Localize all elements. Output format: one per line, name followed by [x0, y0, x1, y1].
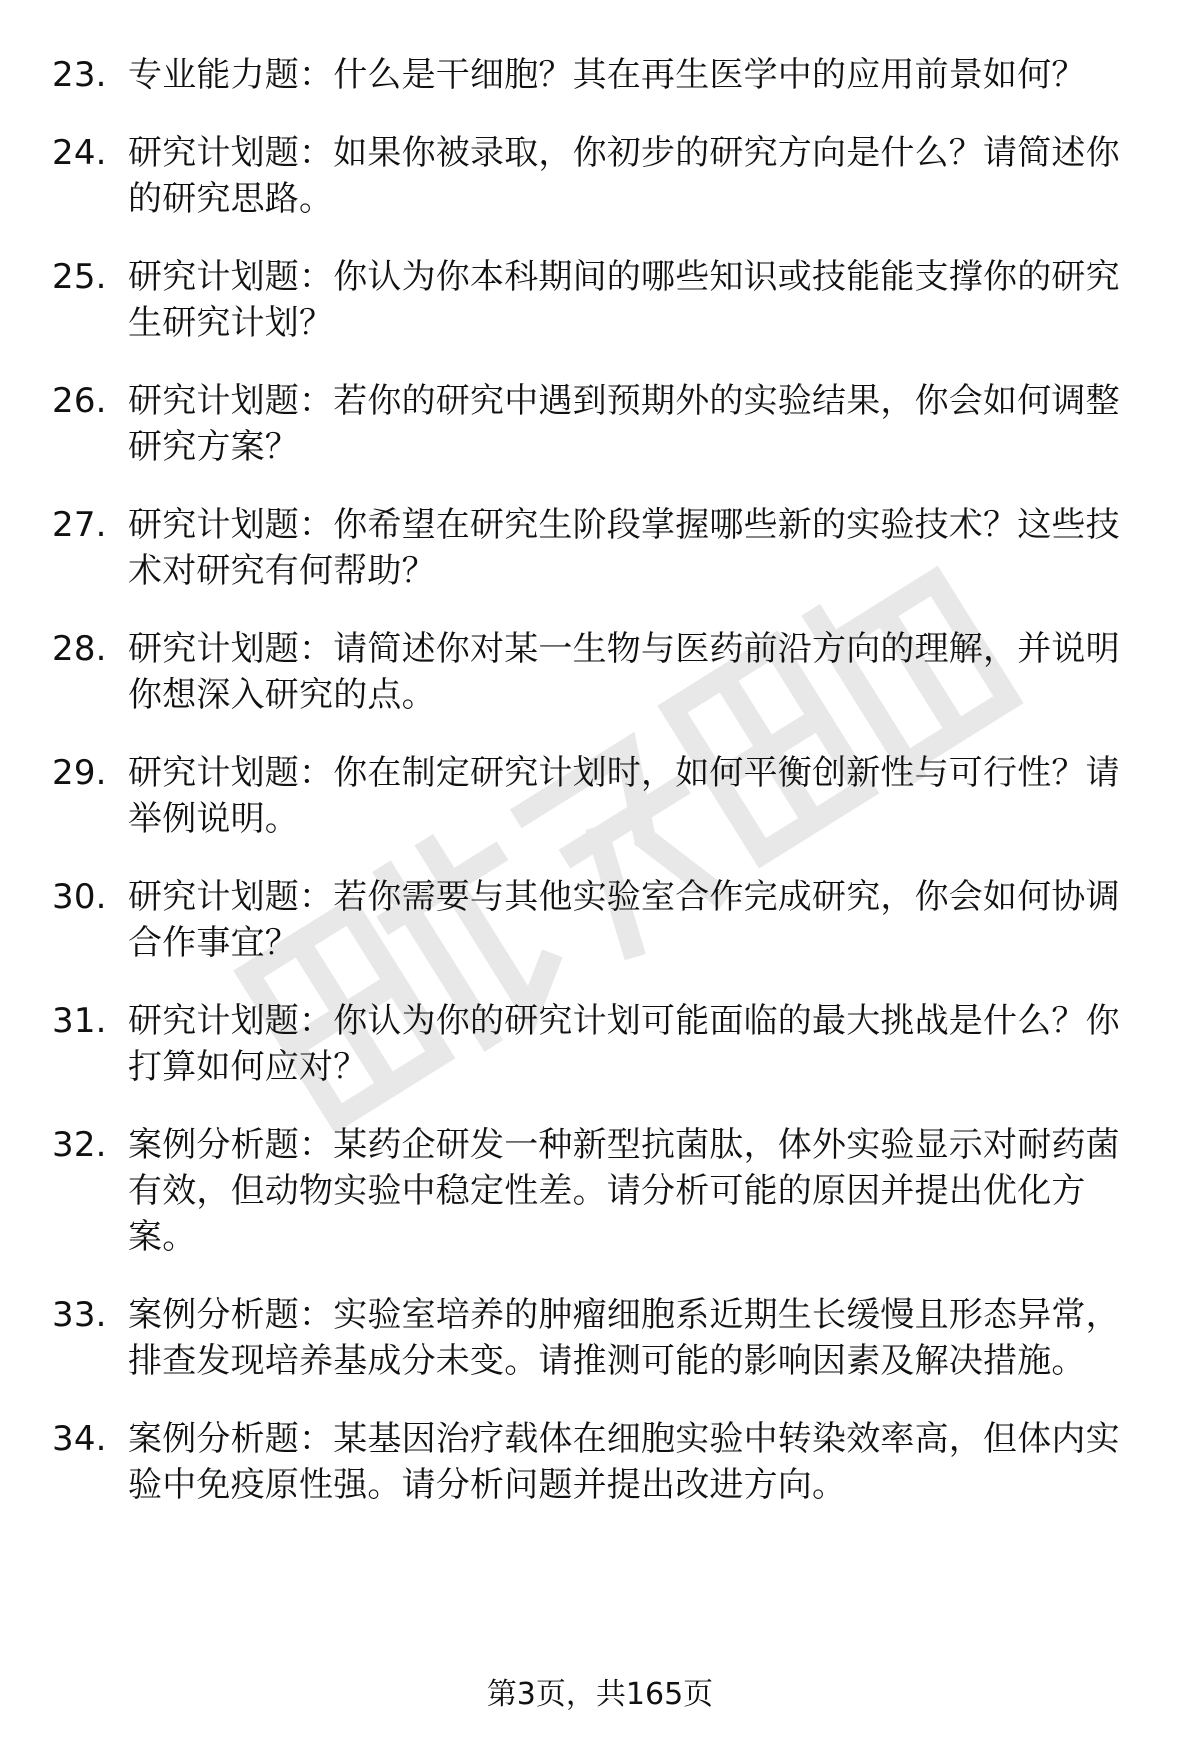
question-item-25	[0, 254, 1200, 346]
question-text: 案例分析题：实验室培养的肿瘤细胞系近期生长缓慢且形态异常，排查发现培养基成分未变。请推测可能的影响因素及解决措施。	[128, 1295, 1120, 1381]
question-text: 专业能力题：什么是干细胞？其在再生医学中的应用前景如何？	[128, 55, 1086, 95]
question-item-31	[0, 998, 1200, 1090]
question-number: 34.	[52, 1419, 107, 1459]
question-item-28	[0, 626, 1200, 718]
question-text: 研究计划题：如果你被录取，你初步的研究方向是什么？请简述你的研究思路。	[128, 133, 1120, 219]
question-text: 研究计划题：若你的研究中遇到预期外的实验结果，你会如何调整研究方案？	[128, 381, 1120, 467]
question-item-30	[0, 874, 1200, 966]
question-number: 24.	[52, 133, 107, 173]
question-text: 研究计划题：若你需要与其他实验室合作完成研究，你会如何协调合作事宜？	[128, 877, 1120, 963]
question-text: 研究计划题：你希望在研究生阶段掌握哪些新的实验技术？这些技术对研究有何帮助？	[128, 505, 1120, 591]
question-text: 研究计划题：你在制定研究计划时，如何平衡创新性与可行性？请举例说明。	[128, 753, 1120, 839]
question-number: 25.	[52, 257, 107, 297]
question-item-33	[0, 1292, 1200, 1384]
question-item-26	[0, 378, 1200, 470]
question-item-32	[0, 1122, 1200, 1260]
question-list	[0, 52, 1200, 1540]
question-number: 33.	[52, 1295, 107, 1335]
page-number-label: 第3页，共165页	[486, 1677, 714, 1712]
question-number: 23.	[52, 55, 107, 95]
question-number: 28.	[52, 629, 107, 669]
question-text: 研究计划题：你认为你本科期间的哪些知识或技能能支撑你的研究生研究计划？	[128, 257, 1120, 343]
question-item-34	[0, 1416, 1200, 1508]
question-number: 32.	[52, 1125, 107, 1165]
question-number: 30.	[52, 877, 107, 917]
question-number: 29.	[52, 753, 107, 793]
question-number: 26.	[52, 381, 107, 421]
question-number: 31.	[52, 1001, 107, 1041]
question-item-29	[0, 750, 1200, 842]
question-item-23	[0, 52, 1200, 98]
question-item-27	[0, 502, 1200, 594]
question-text: 案例分析题：某药企研发一种新型抗菌肽，体外实验显示对耐药菌有效，但动物实验中稳定性差。请分析可能的原因并提出优化方案。	[128, 1125, 1120, 1257]
page-footer	[0, 1675, 1200, 1715]
question-number: 27.	[52, 505, 107, 545]
question-text: 研究计划题：请简述你对某一生物与医药前沿方向的理解，并说明你想深入研究的点。	[128, 629, 1120, 715]
question-item-24	[0, 130, 1200, 222]
question-text: 研究计划题：你认为你的研究计划可能面临的最大挑战是什么？你打算如何应对？	[128, 1001, 1120, 1087]
question-text: 案例分析题：某基因治疗载体在细胞实验中转染效率高，但体内实验中免疫原性强。请分析问题并提出改进方向。	[128, 1419, 1120, 1505]
